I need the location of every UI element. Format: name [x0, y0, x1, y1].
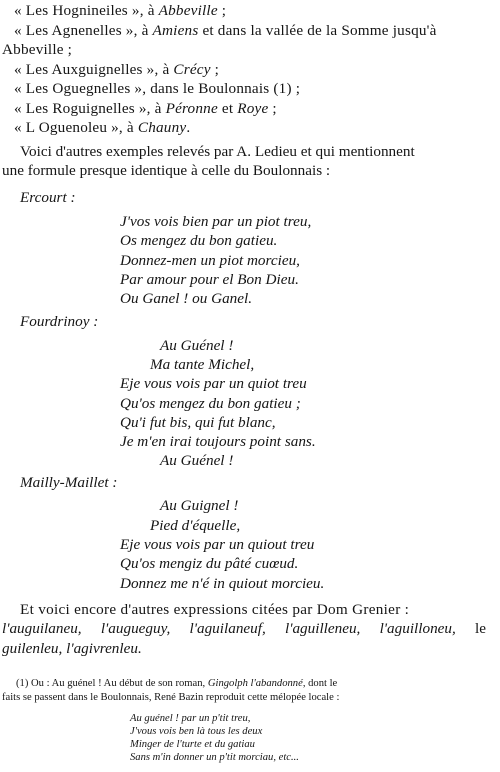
verse-line: Donnez-men un piot morcieu,: [120, 252, 300, 269]
locality-line: [2, 41, 72, 59]
locality-trail: ;: [217, 2, 227, 19]
footnote-verse: Sans m'in donner un p'tit morciau, etc...: [130, 752, 299, 763]
verse-line: Au Guénel !: [160, 452, 234, 469]
section-heading: Fourdrinoy :: [20, 313, 99, 330]
footnote-verse: Au guénel ! par un p'tit treu,: [130, 713, 251, 724]
verse-line: J'vos vois bien par un piot treu,: [120, 213, 312, 230]
footnote-verse: Minger de l'turte et du gatiau: [130, 739, 255, 750]
verse-line: Donnez me n'é in quiout morcieu.: [120, 575, 325, 592]
verse-line: Au Guignel !: [160, 497, 239, 514]
verse-line: Ou Ganel ! ou Ganel.: [120, 290, 253, 307]
verse-line: Pied d'équelle,: [150, 517, 241, 534]
section-heading: Ercourt :: [20, 189, 76, 206]
locality-line: [14, 2, 226, 20]
dialect-term: l'auguilaneu,: [2, 620, 82, 637]
locality-trail: .: [186, 119, 191, 136]
verse-line: Par amour pour el Bon Dieu.: [120, 271, 299, 288]
dialect-term: l'aguilaneuf,: [189, 620, 266, 637]
locality-text: « L Oguenoleu », à: [14, 119, 138, 136]
dialect-term: l'aguilleneu,: [284, 620, 361, 637]
verse-line: Eje vous vois par un quiot treu: [120, 375, 307, 392]
locality-conjunction: et: [217, 100, 238, 117]
verse-line: Au Guénel !: [160, 337, 234, 354]
footnote-line: faits se passent dans le Boulonnais, René Bazin reproduit cette mélopée locale :: [2, 692, 340, 703]
verse-line: Eje vous vois par un quiout treu: [120, 536, 315, 553]
footnote-marker: (1) Ou : Au guénel ! Au début de son roman,: [16, 678, 208, 689]
place-name: Péronne: [165, 100, 218, 117]
verse-line: Je m'en irai toujours point sans.: [120, 433, 316, 450]
dialect-term: l'augueguy,: [100, 620, 171, 637]
place-name: Amiens: [152, 22, 199, 39]
verse-line: Qu'i fut bis, qui fut blanc,: [120, 414, 276, 431]
place-name: Roye: [237, 100, 269, 117]
locality-trail: ;: [268, 100, 277, 117]
footnote-title: Gingolph l'abandonné: [207, 678, 303, 689]
footnote-rest: , dont le: [302, 678, 338, 689]
place-name: Crécy: [173, 61, 211, 78]
article-word: le: [475, 620, 486, 637]
locality-trail: et dans la vallée de la Somme jusqu'à: [198, 22, 437, 39]
intro-line: Voici d'autres exemples relevés par A. Ledieu et qui mentionnent: [20, 143, 415, 160]
verse-line: Os mengez du bon gatieu.: [120, 232, 278, 249]
locality-text: « Les Roguignelles », à: [14, 100, 166, 117]
locality-line: [14, 80, 300, 98]
locality-text: « Les Agnenelles », à: [14, 22, 153, 39]
closing-line: Et voici encore d'autres expressions citées par Dom Grenier :: [20, 601, 410, 618]
place-name: Abbeville: [158, 2, 218, 19]
closing-terms-line: [2, 620, 486, 638]
intro-line: une formule presque identique à celle du Boulonnais :: [2, 162, 331, 179]
locality-line: [14, 61, 219, 79]
locality-line: [14, 22, 437, 40]
locality-line: [14, 119, 190, 137]
closing-line: guilenleu, l'agivrenleu.: [2, 640, 142, 657]
place-name: Chauny: [137, 119, 187, 136]
locality-trail: ;: [210, 61, 220, 78]
locality-line: [14, 100, 277, 118]
locality-text: « Les Hognineiles », à: [14, 2, 159, 19]
footnote-verse: J'vous vois ben là tous les deux: [130, 726, 263, 737]
verse-line: Ma tante Michel,: [150, 356, 255, 373]
locality-text: « Les Auxguignelles », à: [14, 61, 174, 78]
dialect-term: l'aguilloneu,: [379, 620, 456, 637]
locality-text: Abbeville ;: [2, 41, 73, 58]
verse-line: Qu'os mengez du bon gatieu ;: [120, 395, 301, 412]
section-heading: Mailly-Maillet :: [20, 474, 118, 491]
footnote-line: [16, 677, 337, 690]
verse-line: Qu'os mengiz du pâté cuœud.: [120, 555, 299, 572]
locality-text: « Les Oguegnelles », dans le Boulonnais (1) ;: [14, 80, 301, 97]
